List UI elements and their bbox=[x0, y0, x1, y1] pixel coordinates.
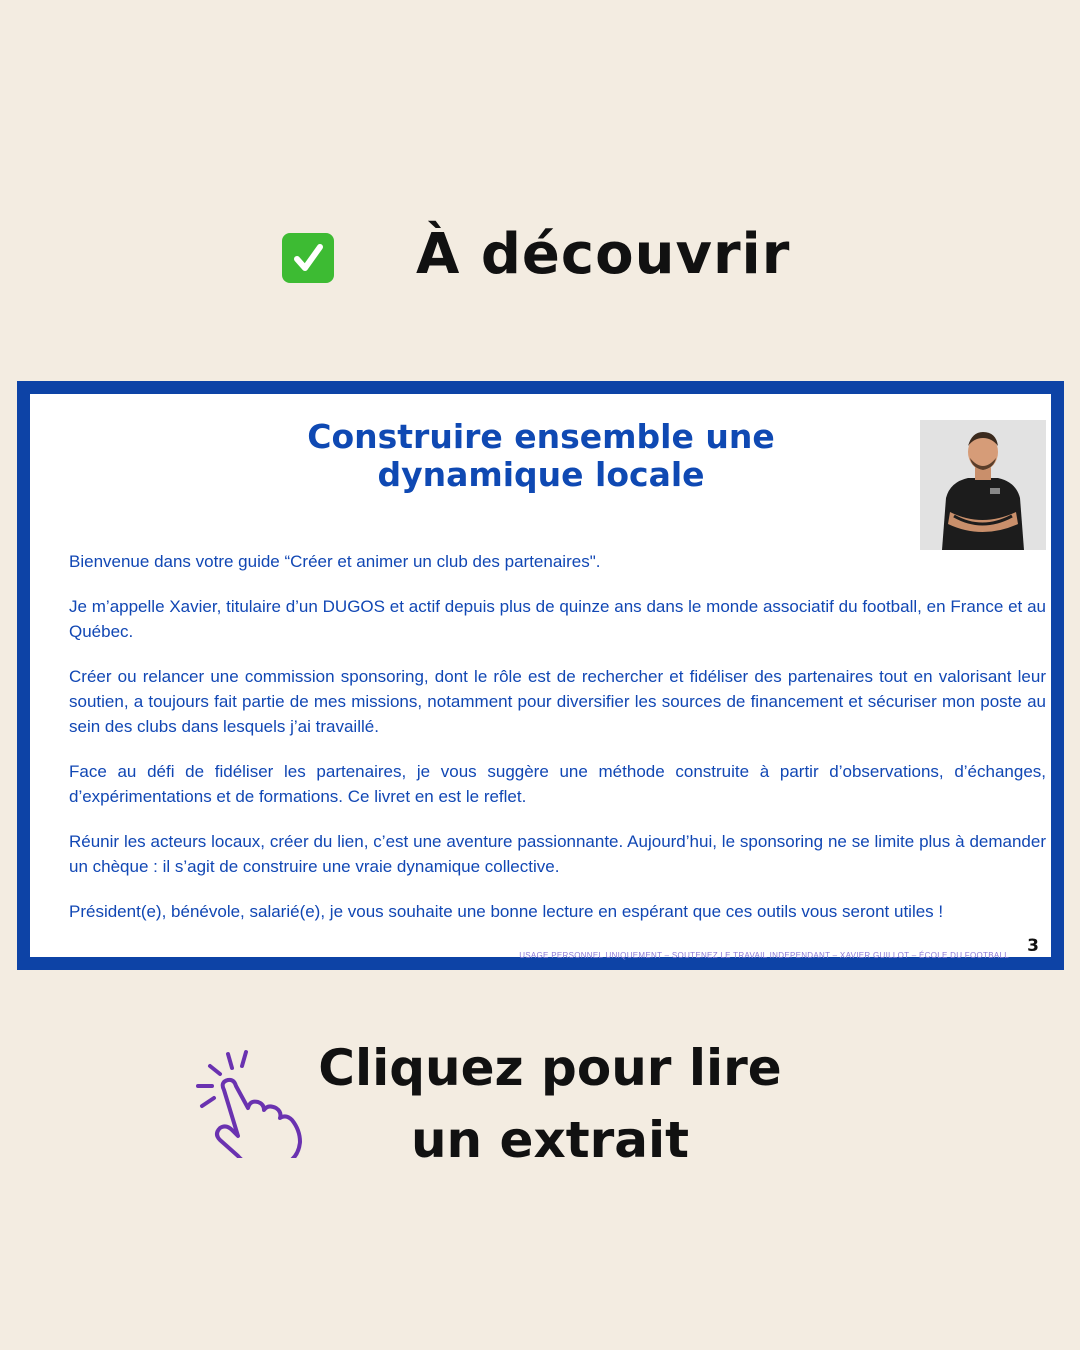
paragraph: Face au défi de fidéliser les partenaires, je vous suggère une méthode construite à partir d’observations, d’échanges, d’expérimentations et de formations. Ce livret en est le reflet. bbox=[69, 762, 1046, 806]
author-photo bbox=[920, 420, 1046, 550]
page-number: 3 bbox=[1027, 936, 1039, 956]
paragraph: Bienvenue dans votre guide “Créer et animer un club des partenaires". bbox=[69, 552, 601, 571]
document-title bbox=[30, 418, 1052, 494]
paragraph: Je m’appelle Xavier, titulaire d’un DUGOS et actif depuis plus de quinze ans dans le monde associatif du football, en France et au Québec. bbox=[69, 597, 1046, 641]
document-preview[interactable] bbox=[17, 381, 1064, 970]
cta-text[interactable] bbox=[310, 1032, 790, 1176]
document-title-line-1: Construire ensemble une bbox=[307, 417, 775, 456]
document-page bbox=[30, 394, 1051, 960]
check-mark-icon bbox=[282, 233, 334, 283]
header bbox=[0, 218, 1080, 298]
document-title-line-2: dynamique locale bbox=[377, 455, 705, 494]
paragraph: Président(e), bénévole, salarié(e), je vous souhaite une bonne lecture en espérant que ces outils vous seront utiles ! bbox=[69, 902, 944, 921]
paragraph: Créer ou relancer une commission sponsoring, dont le rôle est de rechercher et fidéliser des partenaires tout en valorisant leur soutien, a toujours fait partie de mes missions, notamment pour diversifier les sources de financement et sécuriser mon poste au sein des clubs dans lesquels j’ai travaillé. bbox=[69, 667, 1046, 736]
tap-hand-icon bbox=[190, 1046, 310, 1158]
paragraph: Réunir les acteurs locaux, créer du lien, c’est une aventure passionnante. Aujourd’hui, le sponsoring ne se limite plus à demander un chèque : il s’agit de construire une vraie dynamique collective. bbox=[69, 832, 1046, 876]
document-body bbox=[69, 549, 1046, 944]
header-title: À découvrir bbox=[416, 222, 791, 287]
document-footer: USAGE PERSONNEL UNIQUEMENT – SOUTENEZ LE TRAVAIL INDEPENDANT – XAVIER GUILLOT – ÉCOLE DU FOOTBALL bbox=[519, 951, 1009, 960]
cta-line-2: un extrait bbox=[410, 1111, 690, 1169]
call-to-action[interactable] bbox=[0, 1030, 1080, 1180]
cta-line-1: Cliquez pour lire bbox=[318, 1039, 782, 1097]
